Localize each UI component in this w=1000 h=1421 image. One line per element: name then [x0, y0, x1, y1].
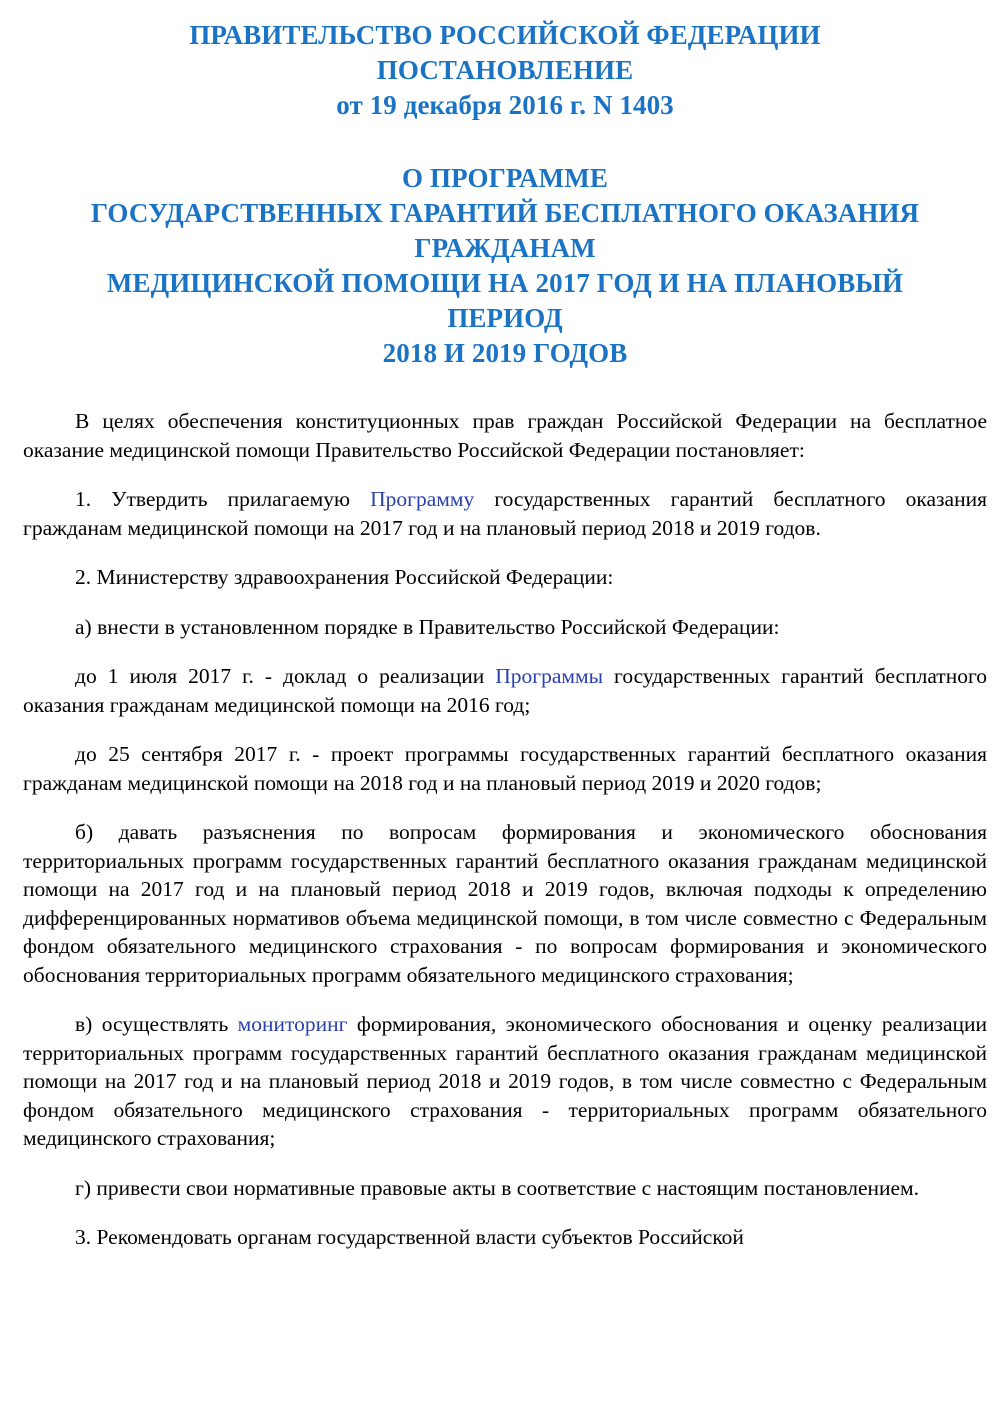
issuer-line: ПРАВИТЕЛЬСТВО РОССИЙСКОЙ ФЕДЕРАЦИИ — [189, 20, 821, 50]
paragraph-2d: г) привести свои нормативные правовые акты в соответствие с настоящим постановлением. — [75, 1175, 920, 1200]
document-type-line: ПОСТАНОВЛЕНИЕ — [376, 55, 634, 85]
title-line-3: ГРАЖДАНАМ — [414, 233, 596, 263]
program-link-2016[interactable]: Программы — [495, 664, 604, 688]
document-date-number: от 19 декабря 2016 г. N 1403 — [336, 90, 674, 120]
title-line-1: О ПРОГРАММЕ — [402, 163, 608, 193]
preamble-paragraph: В целях обеспечения конституционных прав граждан Российской Федерации на бесплатное оказание медицинской помощи Правительство Российской Федерации постановляет: — [23, 409, 987, 462]
document-title — [23, 161, 987, 371]
paragraph-2a-item-1-text-start: до 1 июля 2017 г. - доклад о реализации — [75, 664, 496, 688]
paragraph-1-text-end: государственных гарантий бесплатного оказания гражданам медицинской помощи на 2017 год и на плановый период 2018 и 2019 годов. — [23, 487, 987, 540]
title-line-6: 2018 И 2019 ГОДОВ — [382, 338, 628, 368]
paragraph-2c-text-end: формирования, экономического обоснования и оценку реализации территориальных программ государственных гарантий бесплатного оказания гражданам медицинской помощи на 2017 год и на плановый период 2018 и 2019 годов, в том числе совместно с Федеральным фондом обязательного медицинского страхования - территориальных программ обязательного медицинского страхования; — [23, 1012, 987, 1150]
paragraph-2a-item-2: до 25 сентября 2017 г. - проект программы государственных гарантий бесплатного оказания гражданам медицинской помощи на 2018 год и на плановый период 2019 и 2020 годов; — [23, 742, 987, 795]
paragraph-2: 2. Министерству здравоохранения Российской Федерации: — [75, 565, 614, 589]
paragraph-3: 3. Рекомендовать органам государственной власти субъектов Российской — [75, 1225, 744, 1249]
paragraph-2b: б) давать разъяснения по вопросам формирования и экономического обоснования территориальных программ государственных гарантий бесплатного оказания гражданам медицинской помощи на 2017 год и на плановый период 2018 и 2019 годов, включая подходы к определению дифференцированных нормативов объема медицинской помощи, в том числе совместно с Федеральным фондом обязательного медицинского страхования - по вопросам формирования и экономического обоснования территориальных программ обязательного медицинского страхования; — [23, 820, 987, 987]
title-line-5: ПЕРИОД — [447, 303, 563, 333]
title-line-2: ГОСУДАРСТВЕННЫХ ГАРАНТИЙ БЕСПЛАТНОГО ОКАЗАНИЯ — [90, 198, 920, 228]
title-line-4: МЕДИЦИНСКОЙ ПОМОЩИ НА 2017 ГОД И НА ПЛАНОВЫЙ — [106, 268, 904, 298]
paragraph-2a: а) внести в установленном порядке в Правительство Российской Федерации: — [75, 614, 780, 639]
document-page — [23, 18, 987, 1273]
paragraph-2c — [23, 1010, 987, 1153]
paragraph-2a-item-1 — [23, 662, 987, 719]
document-body — [23, 407, 987, 1252]
paragraph-2c-text-start: в) осуществлять — [75, 1012, 238, 1036]
paragraph-1 — [23, 485, 987, 542]
paragraph-1-text-start: 1. Утвердить прилагаемую — [75, 487, 371, 511]
monitoring-link[interactable]: мониторинг — [237, 1012, 348, 1036]
paragraph-2a-item-1-text-end: государственных гарантий бесплатного оказания гражданам медицинской помощи на 2016 год; — [23, 664, 987, 717]
document-header — [23, 18, 987, 123]
program-link[interactable]: Программу — [370, 487, 475, 511]
